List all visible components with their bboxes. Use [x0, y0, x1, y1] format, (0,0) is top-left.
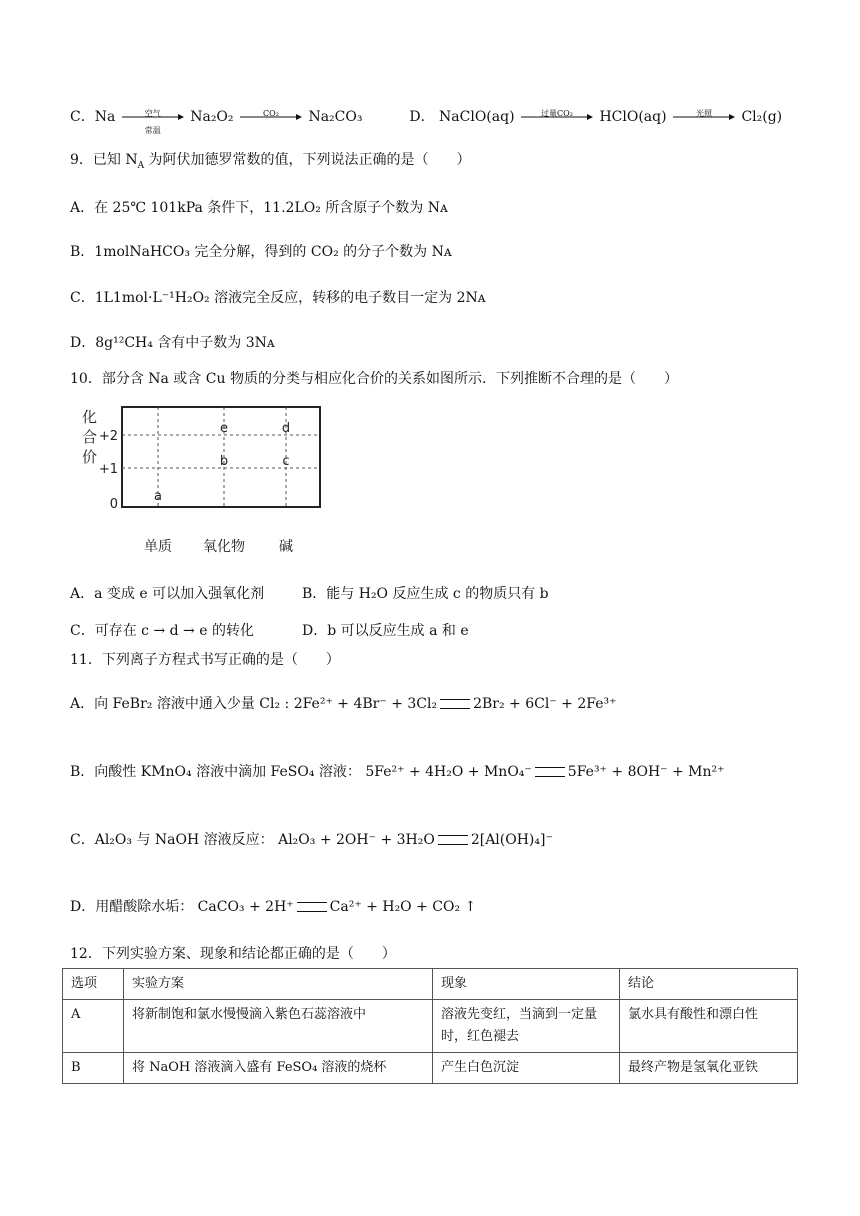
y-axis-label-char: 价 — [82, 448, 98, 466]
y-tick-label: +2 — [98, 429, 118, 444]
reaction-arrow: 空气 常温 — [122, 107, 184, 127]
table-header-cell: 实验方案 — [124, 969, 433, 1000]
table-header-row — [63, 969, 798, 1000]
data-point-b: b — [219, 454, 229, 469]
table-cell: 产生白色沉淀 — [433, 1053, 620, 1084]
y-tick-label: 0 — [109, 497, 118, 512]
q8-c-mid: Na₂O₂ — [190, 109, 234, 125]
q9-stem: 9．已知 $N_A$ 为阿伏加德罗常数的值，下列说法正确的是（ ） — [70, 152, 471, 171]
table-cell: 溶液先变红，当滴到一定量时，红色褪去 — [433, 1000, 620, 1053]
table-header-cell: 现象 — [433, 969, 620, 1000]
q12-table — [62, 968, 798, 1084]
q9-option-d: D．8g¹²CH₄ 含有中子数为 3Nᴀ — [70, 335, 275, 351]
table-cell: 将新制饱和氯水慢慢滴入紫色石蕊溶液中 — [124, 1000, 433, 1053]
y-axis-label-char: 化 — [82, 408, 98, 426]
table-header-cell: 选项 — [63, 969, 124, 1000]
q9-option-b: B．1molNaHCO₃ 完全分解，得到的 CO₂ 的分子个数为 Nᴀ — [70, 244, 452, 260]
q10-stem: 10．部分含 Na 或含 Cu 物质的分类与相应化合价的关系如图所示．下列推断不合理的是（ ） — [70, 371, 678, 387]
q10-option-d: D．b 可以反应生成 a 和 e — [302, 623, 469, 639]
x-tick-label: 单质 — [144, 539, 172, 555]
table-header-cell: 结论 — [620, 969, 798, 1000]
q11-option-d: D．用醋酸除水垢： CaCO₃ + 2H⁺ Ca²⁺ + H₂O + CO₂ ↑ — [70, 899, 477, 915]
table-cell: 氯水具有酸性和漂白性 — [620, 1000, 798, 1053]
data-point-d: d — [281, 421, 291, 436]
q10-option-b: B．能与 H₂O 反应生成 c 的物质只有 b — [302, 586, 549, 602]
table-cell: 将 NaOH 溶液滴入盛有 FeSO₄ 溶液的烧杯 — [124, 1053, 433, 1084]
q11-option-c: C．Al₂O₃ 与 NaOH 溶液反应： Al₂O₃ + 2OH⁻ + 3H₂O 2[Al(OH)₄]⁻ — [70, 832, 553, 848]
x-tick-label: 氧化物 — [203, 539, 245, 555]
q12-stem: 12．下列实验方案、现象和结论都正确的是（ ） — [70, 946, 396, 962]
q11-stem: 11．下列离子方程式书写正确的是（ ） — [70, 652, 340, 668]
q9-option-c: C．1L1mol·L⁻¹H₂O₂ 溶液完全反应，转移的电子数目一定为 2Nᴀ — [70, 290, 486, 306]
table-cell: B — [63, 1053, 124, 1084]
q10-option-c: C．可存在 c → d → e 的转化 — [70, 623, 254, 639]
q8-c-label: C．Na — [70, 109, 116, 125]
equals-sign — [438, 835, 468, 845]
data-point-e: e — [220, 421, 228, 436]
valence-chart — [68, 402, 338, 567]
table-cell: 最终产物是氢氧化亚铁 — [620, 1053, 798, 1084]
q11-option-a: A．向 FeBr₂ 溶液中通入少量 Cl₂ : 2Fe²⁺ + 4Br⁻ + 3Cl₂ 2Br₂ + 6Cl⁻ + 2Fe³⁺ — [70, 696, 617, 712]
q8-options-line — [70, 107, 783, 135]
equals-sign — [297, 902, 327, 912]
reaction-arrow: CO₂ — [240, 107, 302, 127]
y-axis-label-char: 合 — [82, 428, 98, 446]
valence-chart-svg — [68, 402, 338, 567]
q8-c-end: Na₂CO₃ — [308, 109, 363, 125]
q10-option-a: A．a 变成 e 可以加入强氧化剂 — [70, 586, 265, 602]
x-tick-label: 碱 — [279, 539, 293, 555]
table-row — [63, 1000, 798, 1053]
reaction-arrow: 过量CO₂ — [521, 107, 593, 127]
reaction-arrow: 光照 — [673, 107, 735, 127]
y-tick-label: +1 — [98, 462, 118, 477]
equals-sign — [535, 767, 565, 777]
q8-d-mid: HClO(aq) — [599, 109, 667, 125]
table-row — [63, 1053, 798, 1084]
q9-option-a: A．在 25℃ 101kPa 条件下，11.2LO₂ 所含原子个数为 Nᴀ — [70, 200, 448, 216]
equals-sign — [440, 699, 470, 709]
table-cell: A — [63, 1000, 124, 1053]
q8-d-end: Cl₂(g) — [741, 109, 783, 125]
data-point-c: c — [282, 454, 290, 469]
data-point-a: a — [154, 489, 162, 504]
q8-d-label: D． NaClO(aq) — [409, 109, 515, 125]
q11-option-b: B．向酸性 KMnO₄ 溶液中滴加 FeSO₄ 溶液： 5Fe²⁺ + 4H₂O + MnO₄⁻ 5Fe³⁺ + 8OH⁻ + Mn²⁺ — [70, 764, 725, 780]
